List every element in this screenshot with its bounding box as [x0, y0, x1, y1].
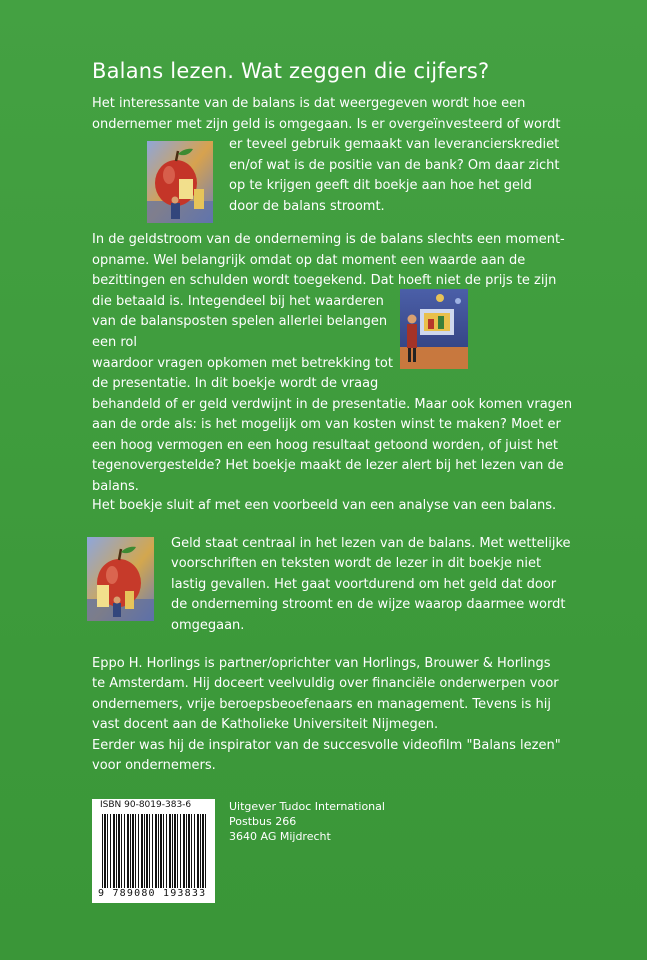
para4-line: lastig gevallen. Het gaat voortdurend om het geld dat door	[171, 577, 557, 592]
barcode-bars	[102, 814, 208, 888]
para2-line: aan de orde als: is het mogelijk om van kosten winst te maken? Moet er	[92, 417, 561, 432]
para1-line: ondernemer met zijn geld is omgegaan. Is er overgeïnvesteerd of wordt	[92, 117, 561, 132]
para5-line: Eerder was hij de inspirator van de succesvolle videofilm "Balans lezen"	[92, 738, 561, 753]
para2-line: de presentatie. In dit boekje wordt de vraag	[92, 376, 379, 391]
para2-line: behandeld of er geld verdwijnt in de presentatie. Maar ook komen vragen	[92, 397, 573, 412]
para2-line: waardoor vragen opkomen met betrekking tot	[92, 356, 393, 371]
barcode	[92, 799, 215, 903]
para5-line: Eppo H. Horlings is partner/oprichter van Horlings, Brouwer & Horlings	[92, 656, 551, 671]
para1-line: Het interessante van de balans is dat weergegeven wordt hoe een	[92, 96, 526, 111]
barcode-number: 9 789080 193833	[98, 888, 207, 899]
para5-line: te Amsterdam. Hij doceert veelvuldig over financiële onderwerpen voor	[92, 676, 559, 691]
apple-illustration-1	[147, 141, 213, 223]
para2-line: een rol	[92, 335, 137, 350]
para2-line: die betaald is. Integendeel bij het waarderen	[92, 294, 384, 309]
para5-line: vast docent aan de Katholieke Universiteit Nijmegen.	[92, 717, 439, 732]
presentation-illustration	[400, 289, 468, 369]
para5-line: voor ondernemers.	[92, 758, 216, 773]
para4-line: voorschriften en teksten wordt de lezer in dit boekje niet	[171, 556, 542, 571]
para1-line: door de balans stroomt.	[229, 199, 385, 214]
para5-line: ondernemers, vrije beroepsbeoefenaars en management. Tevens is hij	[92, 697, 551, 712]
publisher-line: 3640 AG Mijdrecht	[229, 830, 331, 843]
para2-line: bezittingen en schulden wordt toegekend. Dat hoeft niet de prijs te zijn	[92, 273, 557, 288]
para4-line: omgegaan.	[171, 618, 245, 633]
para1-line: op te krijgen geeft dit boekje aan hoe het geld	[229, 178, 532, 193]
para4-line: Geld staat centraal in het lezen van de balans. Met wettelijke	[171, 536, 571, 551]
book-title: Balans lezen. Wat zeggen die cijfers?	[92, 59, 490, 83]
publisher-line: Uitgever Tudoc International	[229, 800, 385, 813]
para1-line: er teveel gebruik gemaakt van leverancierskrediet	[229, 137, 560, 152]
para2-line: In de geldstroom van de onderneming is de balans slechts een moment-	[92, 232, 565, 247]
para2-line: opname. Wel belangrijk omdat op dat moment een waarde aan de	[92, 253, 526, 268]
para1-line: en/of wat is de positie van de bank? Om daar zicht	[229, 158, 560, 173]
publisher-line: Postbus 266	[229, 815, 297, 828]
para2-line: tegenovergestelde? Het boekje maakt de lezer alert bij het lezen van de	[92, 458, 564, 473]
para2-line: een hoog vermogen en een hoog resultaat getoond worden, of juist het	[92, 438, 558, 453]
para2-line: balans.	[92, 479, 139, 494]
para3-line: Het boekje sluit af met een voorbeeld van een analyse van een balans.	[92, 498, 557, 513]
para2-line: van de balansposten spelen allerlei belangen	[92, 314, 388, 329]
isbn-label: ISBN 90-8019-383-6	[100, 800, 192, 810]
para4-line: de onderneming stroomt en de wijze waarop daarmee wordt	[171, 597, 566, 612]
apple-illustration-2	[87, 537, 154, 621]
